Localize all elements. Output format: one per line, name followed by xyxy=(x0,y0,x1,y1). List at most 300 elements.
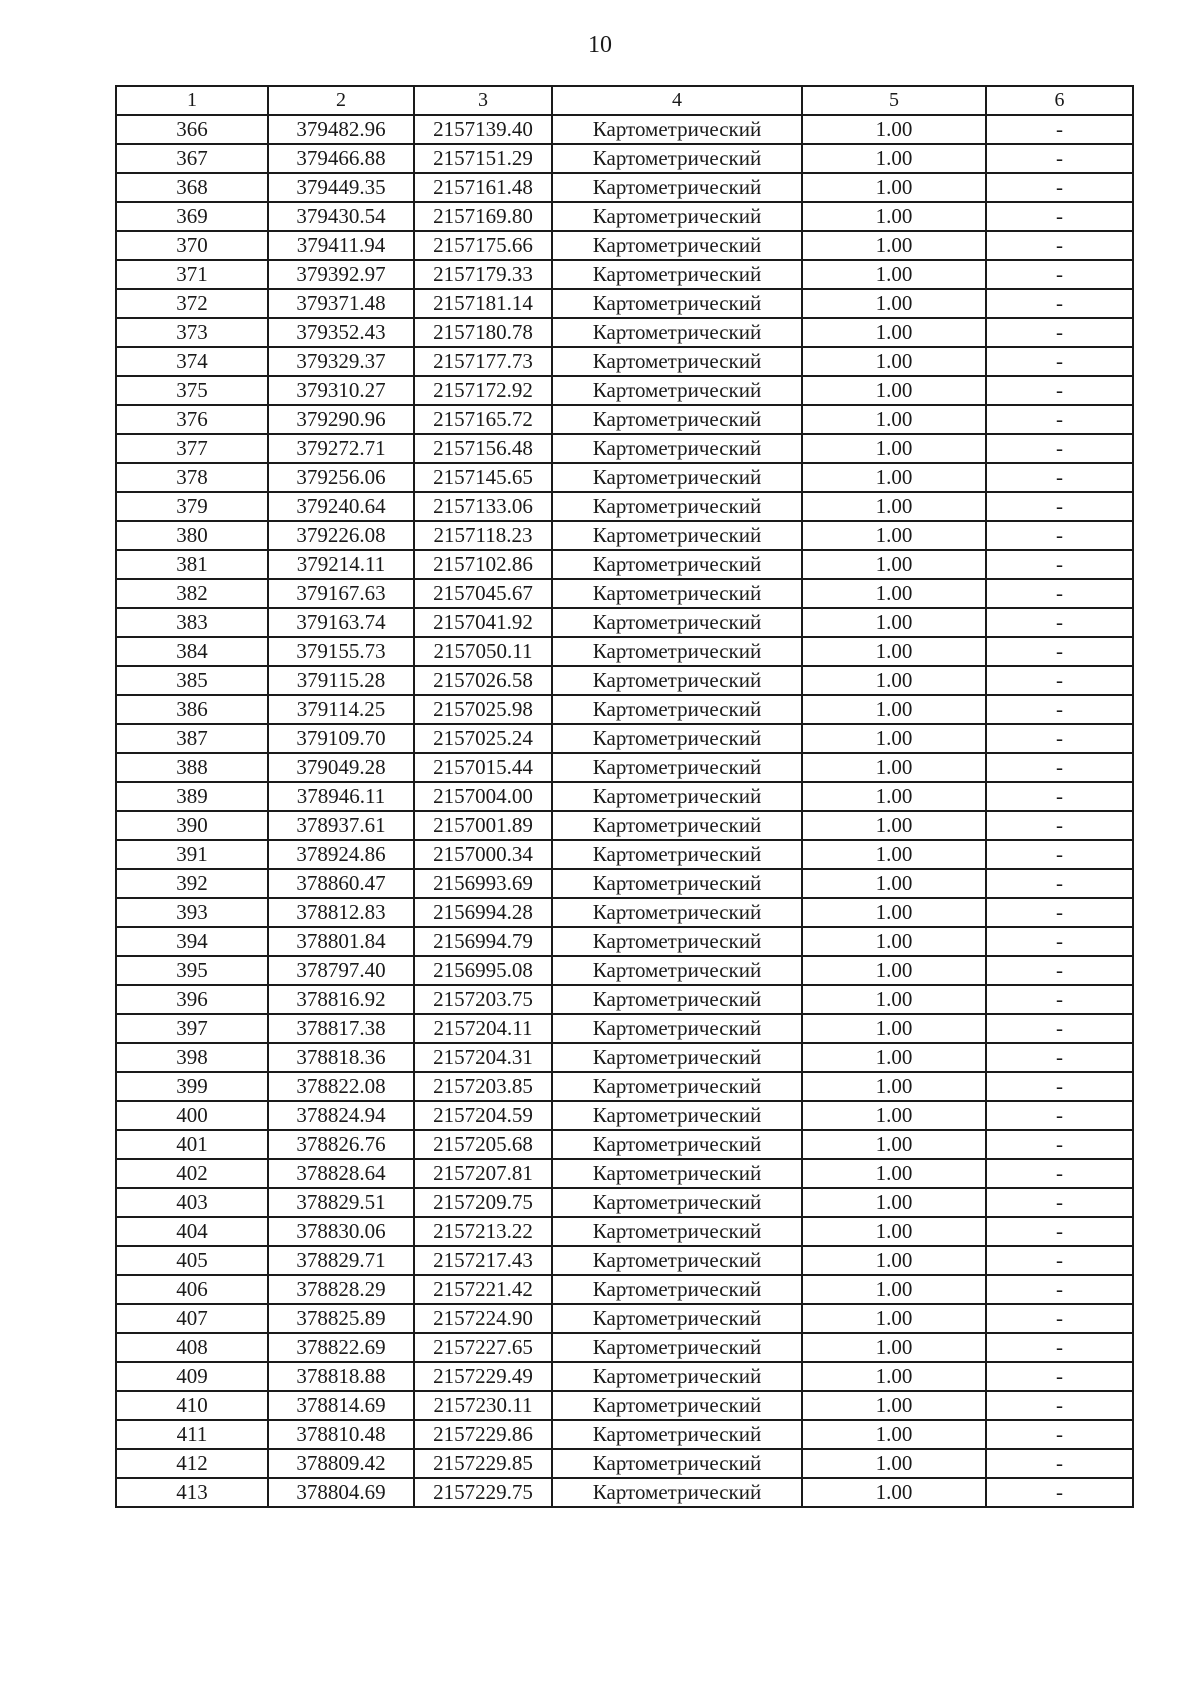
method-cell: Картометрический xyxy=(552,434,802,463)
x-coordinate-cell: 378828.29 xyxy=(268,1275,414,1304)
description-cell: - xyxy=(986,405,1133,434)
description-cell: - xyxy=(986,1391,1133,1420)
x-coordinate-cell: 378937.61 xyxy=(268,811,414,840)
table-row xyxy=(116,956,1133,985)
point-number-cell: 394 xyxy=(116,927,268,956)
point-number-cell: 401 xyxy=(116,1130,268,1159)
x-coordinate-cell: 379272.71 xyxy=(268,434,414,463)
x-coordinate-cell: 379352.43 xyxy=(268,318,414,347)
point-number-cell: 373 xyxy=(116,318,268,347)
accuracy-cell: 1.00 xyxy=(802,1449,986,1478)
y-coordinate-cell: 2157204.11 xyxy=(414,1014,552,1043)
point-number-cell: 386 xyxy=(116,695,268,724)
x-coordinate-cell: 379240.64 xyxy=(268,492,414,521)
x-coordinate-cell: 379114.25 xyxy=(268,695,414,724)
method-cell: Картометрический xyxy=(552,1333,802,1362)
description-cell: - xyxy=(986,144,1133,173)
y-coordinate-cell: 2157229.49 xyxy=(414,1362,552,1391)
y-coordinate-cell: 2157221.42 xyxy=(414,1275,552,1304)
point-number-cell: 367 xyxy=(116,144,268,173)
table-row xyxy=(116,753,1133,782)
method-cell: Картометрический xyxy=(552,811,802,840)
y-coordinate-cell: 2157203.85 xyxy=(414,1072,552,1101)
x-coordinate-cell: 378814.69 xyxy=(268,1391,414,1420)
method-cell: Картометрический xyxy=(552,1188,802,1217)
description-cell: - xyxy=(986,260,1133,289)
table-row xyxy=(116,927,1133,956)
accuracy-cell: 1.00 xyxy=(802,1420,986,1449)
accuracy-cell: 1.00 xyxy=(802,724,986,753)
table-row xyxy=(116,1246,1133,1275)
table-row xyxy=(116,318,1133,347)
x-coordinate-cell: 379290.96 xyxy=(268,405,414,434)
point-number-cell: 405 xyxy=(116,1246,268,1275)
x-coordinate-cell: 378809.42 xyxy=(268,1449,414,1478)
table-row xyxy=(116,376,1133,405)
accuracy-cell: 1.00 xyxy=(802,927,986,956)
description-cell: - xyxy=(986,1362,1133,1391)
method-cell: Картометрический xyxy=(552,1217,802,1246)
point-number-cell: 375 xyxy=(116,376,268,405)
x-coordinate-cell: 379167.63 xyxy=(268,579,414,608)
point-number-cell: 393 xyxy=(116,898,268,927)
y-coordinate-cell: 2157004.00 xyxy=(414,782,552,811)
x-coordinate-cell: 379163.74 xyxy=(268,608,414,637)
x-coordinate-cell: 378946.11 xyxy=(268,782,414,811)
accuracy-cell: 1.00 xyxy=(802,434,986,463)
point-number-cell: 374 xyxy=(116,347,268,376)
accuracy-cell: 1.00 xyxy=(802,956,986,985)
y-coordinate-cell: 2157151.29 xyxy=(414,144,552,173)
y-coordinate-cell: 2157203.75 xyxy=(414,985,552,1014)
point-number-cell: 392 xyxy=(116,869,268,898)
point-number-cell: 400 xyxy=(116,1101,268,1130)
y-coordinate-cell: 2157181.14 xyxy=(414,289,552,318)
y-coordinate-cell: 2157229.75 xyxy=(414,1478,552,1507)
x-coordinate-cell: 378801.84 xyxy=(268,927,414,956)
table-row xyxy=(116,1420,1133,1449)
y-coordinate-cell: 2157026.58 xyxy=(414,666,552,695)
y-coordinate-cell: 2157015.44 xyxy=(414,753,552,782)
x-coordinate-cell: 378825.89 xyxy=(268,1304,414,1333)
accuracy-cell: 1.00 xyxy=(802,1246,986,1275)
accuracy-cell: 1.00 xyxy=(802,753,986,782)
description-cell: - xyxy=(986,1188,1133,1217)
accuracy-cell: 1.00 xyxy=(802,1275,986,1304)
description-cell: - xyxy=(986,521,1133,550)
y-coordinate-cell: 2157025.24 xyxy=(414,724,552,753)
table-row xyxy=(116,1043,1133,1072)
x-coordinate-cell: 379392.97 xyxy=(268,260,414,289)
description-cell: - xyxy=(986,666,1133,695)
method-cell: Картометрический xyxy=(552,1072,802,1101)
table-row xyxy=(116,347,1133,376)
method-cell: Картометрический xyxy=(552,173,802,202)
y-coordinate-cell: 2157213.22 xyxy=(414,1217,552,1246)
y-coordinate-cell: 2157204.59 xyxy=(414,1101,552,1130)
x-coordinate-cell: 379256.06 xyxy=(268,463,414,492)
coordinates-table xyxy=(115,85,1134,1508)
accuracy-cell: 1.00 xyxy=(802,405,986,434)
y-coordinate-cell: 2157217.43 xyxy=(414,1246,552,1275)
description-cell: - xyxy=(986,1304,1133,1333)
column-header-2: 2 xyxy=(268,86,414,115)
x-coordinate-cell: 378818.36 xyxy=(268,1043,414,1072)
x-coordinate-cell: 379430.54 xyxy=(268,202,414,231)
accuracy-cell: 1.00 xyxy=(802,1188,986,1217)
y-coordinate-cell: 2157118.23 xyxy=(414,521,552,550)
table-row xyxy=(116,1014,1133,1043)
y-coordinate-cell: 2157180.78 xyxy=(414,318,552,347)
y-coordinate-cell: 2157169.80 xyxy=(414,202,552,231)
method-cell: Картометрический xyxy=(552,1304,802,1333)
accuracy-cell: 1.00 xyxy=(802,782,986,811)
description-cell: - xyxy=(986,1333,1133,1362)
accuracy-cell: 1.00 xyxy=(802,695,986,724)
table-row xyxy=(116,724,1133,753)
accuracy-cell: 1.00 xyxy=(802,985,986,1014)
x-coordinate-cell: 378924.86 xyxy=(268,840,414,869)
table-row xyxy=(116,405,1133,434)
point-number-cell: 370 xyxy=(116,231,268,260)
accuracy-cell: 1.00 xyxy=(802,666,986,695)
y-coordinate-cell: 2157156.48 xyxy=(414,434,552,463)
table-row xyxy=(116,1275,1133,1304)
x-coordinate-cell: 379155.73 xyxy=(268,637,414,666)
accuracy-cell: 1.00 xyxy=(802,637,986,666)
accuracy-cell: 1.00 xyxy=(802,1159,986,1188)
accuracy-cell: 1.00 xyxy=(802,347,986,376)
point-number-cell: 395 xyxy=(116,956,268,985)
y-coordinate-cell: 2157179.33 xyxy=(414,260,552,289)
x-coordinate-cell: 378822.69 xyxy=(268,1333,414,1362)
method-cell: Картометрический xyxy=(552,318,802,347)
table-row xyxy=(116,492,1133,521)
table-row xyxy=(116,521,1133,550)
point-number-cell: 398 xyxy=(116,1043,268,1072)
x-coordinate-cell: 378810.48 xyxy=(268,1420,414,1449)
x-coordinate-cell: 378822.08 xyxy=(268,1072,414,1101)
method-cell: Картометрический xyxy=(552,1420,802,1449)
method-cell: Картометрический xyxy=(552,405,802,434)
x-coordinate-cell: 378824.94 xyxy=(268,1101,414,1130)
description-cell: - xyxy=(986,1130,1133,1159)
point-number-cell: 366 xyxy=(116,115,268,144)
table-row xyxy=(116,1304,1133,1333)
description-cell: - xyxy=(986,492,1133,521)
x-coordinate-cell: 379329.37 xyxy=(268,347,414,376)
accuracy-cell: 1.00 xyxy=(802,1304,986,1333)
y-coordinate-cell: 2157230.11 xyxy=(414,1391,552,1420)
y-coordinate-cell: 2157204.31 xyxy=(414,1043,552,1072)
accuracy-cell: 1.00 xyxy=(802,579,986,608)
description-cell: - xyxy=(986,608,1133,637)
table-row xyxy=(116,1101,1133,1130)
method-cell: Картометрический xyxy=(552,1478,802,1507)
method-cell: Картометрический xyxy=(552,115,802,144)
y-coordinate-cell: 2157045.67 xyxy=(414,579,552,608)
accuracy-cell: 1.00 xyxy=(802,318,986,347)
point-number-cell: 406 xyxy=(116,1275,268,1304)
accuracy-cell: 1.00 xyxy=(802,1014,986,1043)
y-coordinate-cell: 2157227.65 xyxy=(414,1333,552,1362)
column-header-5: 5 xyxy=(802,86,986,115)
description-cell: - xyxy=(986,289,1133,318)
point-number-cell: 385 xyxy=(116,666,268,695)
description-cell: - xyxy=(986,1275,1133,1304)
x-coordinate-cell: 378826.76 xyxy=(268,1130,414,1159)
accuracy-cell: 1.00 xyxy=(802,1130,986,1159)
x-coordinate-cell: 378817.38 xyxy=(268,1014,414,1043)
method-cell: Картометрический xyxy=(552,231,802,260)
method-cell: Картометрический xyxy=(552,1159,802,1188)
accuracy-cell: 1.00 xyxy=(802,1101,986,1130)
accuracy-cell: 1.00 xyxy=(802,202,986,231)
point-number-cell: 396 xyxy=(116,985,268,1014)
table-row xyxy=(116,260,1133,289)
description-cell: - xyxy=(986,1449,1133,1478)
table-row xyxy=(116,608,1133,637)
method-cell: Картометрический xyxy=(552,637,802,666)
point-number-cell: 407 xyxy=(116,1304,268,1333)
y-coordinate-cell: 2157224.90 xyxy=(414,1304,552,1333)
y-coordinate-cell: 2157025.98 xyxy=(414,695,552,724)
y-coordinate-cell: 2157145.65 xyxy=(414,463,552,492)
method-cell: Картометрический xyxy=(552,753,802,782)
table-row xyxy=(116,1217,1133,1246)
x-coordinate-cell: 378830.06 xyxy=(268,1217,414,1246)
x-coordinate-cell: 378797.40 xyxy=(268,956,414,985)
description-cell: - xyxy=(986,869,1133,898)
accuracy-cell: 1.00 xyxy=(802,608,986,637)
x-coordinate-cell: 378804.69 xyxy=(268,1478,414,1507)
description-cell: - xyxy=(986,347,1133,376)
description-cell: - xyxy=(986,695,1133,724)
point-number-cell: 404 xyxy=(116,1217,268,1246)
point-number-cell: 387 xyxy=(116,724,268,753)
accuracy-cell: 1.00 xyxy=(802,463,986,492)
accuracy-cell: 1.00 xyxy=(802,840,986,869)
point-number-cell: 379 xyxy=(116,492,268,521)
y-coordinate-cell: 2157209.75 xyxy=(414,1188,552,1217)
table-body xyxy=(116,115,1133,1507)
y-coordinate-cell: 2156994.28 xyxy=(414,898,552,927)
x-coordinate-cell: 379226.08 xyxy=(268,521,414,550)
description-cell: - xyxy=(986,1159,1133,1188)
description-cell: - xyxy=(986,1014,1133,1043)
x-coordinate-cell: 378816.92 xyxy=(268,985,414,1014)
x-coordinate-cell: 378818.88 xyxy=(268,1362,414,1391)
accuracy-cell: 1.00 xyxy=(802,115,986,144)
column-header-1: 1 xyxy=(116,86,268,115)
x-coordinate-cell: 379371.48 xyxy=(268,289,414,318)
method-cell: Картометрический xyxy=(552,1043,802,1072)
description-cell: - xyxy=(986,115,1133,144)
accuracy-cell: 1.00 xyxy=(802,231,986,260)
method-cell: Картометрический xyxy=(552,1101,802,1130)
point-number-cell: 372 xyxy=(116,289,268,318)
method-cell: Картометрический xyxy=(552,463,802,492)
table-row xyxy=(116,1130,1133,1159)
description-cell: - xyxy=(986,840,1133,869)
point-number-cell: 412 xyxy=(116,1449,268,1478)
y-coordinate-cell: 2157205.68 xyxy=(414,1130,552,1159)
table-row xyxy=(116,289,1133,318)
table-row xyxy=(116,115,1133,144)
method-cell: Картометрический xyxy=(552,1014,802,1043)
table-row xyxy=(116,695,1133,724)
description-cell: - xyxy=(986,927,1133,956)
table-row xyxy=(116,463,1133,492)
point-number-cell: 377 xyxy=(116,434,268,463)
table-row xyxy=(116,579,1133,608)
y-coordinate-cell: 2157001.89 xyxy=(414,811,552,840)
y-coordinate-cell: 2157165.72 xyxy=(414,405,552,434)
x-coordinate-cell: 378828.64 xyxy=(268,1159,414,1188)
x-coordinate-cell: 379310.27 xyxy=(268,376,414,405)
accuracy-cell: 1.00 xyxy=(802,1333,986,1362)
method-cell: Картометрический xyxy=(552,985,802,1014)
x-coordinate-cell: 379214.11 xyxy=(268,550,414,579)
method-cell: Картометрический xyxy=(552,927,802,956)
point-number-cell: 382 xyxy=(116,579,268,608)
point-number-cell: 384 xyxy=(116,637,268,666)
point-number-cell: 371 xyxy=(116,260,268,289)
page-number: 10 xyxy=(588,32,612,58)
table-header-row xyxy=(116,86,1133,115)
table-row xyxy=(116,869,1133,898)
point-number-cell: 399 xyxy=(116,1072,268,1101)
y-coordinate-cell: 2157041.92 xyxy=(414,608,552,637)
y-coordinate-cell: 2157050.11 xyxy=(414,637,552,666)
point-number-cell: 413 xyxy=(116,1478,268,1507)
x-coordinate-cell: 379049.28 xyxy=(268,753,414,782)
description-cell: - xyxy=(986,782,1133,811)
description-cell: - xyxy=(986,1072,1133,1101)
description-cell: - xyxy=(986,753,1133,782)
method-cell: Картометрический xyxy=(552,1246,802,1275)
table-row xyxy=(116,202,1133,231)
method-cell: Картометрический xyxy=(552,376,802,405)
method-cell: Картометрический xyxy=(552,1391,802,1420)
accuracy-cell: 1.00 xyxy=(802,1217,986,1246)
description-cell: - xyxy=(986,550,1133,579)
y-coordinate-cell: 2156993.69 xyxy=(414,869,552,898)
column-header-4: 4 xyxy=(552,86,802,115)
y-coordinate-cell: 2157229.85 xyxy=(414,1449,552,1478)
description-cell: - xyxy=(986,173,1133,202)
x-coordinate-cell: 379411.94 xyxy=(268,231,414,260)
description-cell: - xyxy=(986,1043,1133,1072)
method-cell: Картометрический xyxy=(552,608,802,637)
table-row xyxy=(116,782,1133,811)
point-number-cell: 378 xyxy=(116,463,268,492)
table-row xyxy=(116,173,1133,202)
description-cell: - xyxy=(986,956,1133,985)
description-cell: - xyxy=(986,202,1133,231)
x-coordinate-cell: 379115.28 xyxy=(268,666,414,695)
x-coordinate-cell: 378829.51 xyxy=(268,1188,414,1217)
point-number-cell: 391 xyxy=(116,840,268,869)
x-coordinate-cell: 379466.88 xyxy=(268,144,414,173)
y-coordinate-cell: 2157133.06 xyxy=(414,492,552,521)
point-number-cell: 409 xyxy=(116,1362,268,1391)
description-cell: - xyxy=(986,1478,1133,1507)
accuracy-cell: 1.00 xyxy=(802,289,986,318)
method-cell: Картометрический xyxy=(552,869,802,898)
y-coordinate-cell: 2157177.73 xyxy=(414,347,552,376)
table-row xyxy=(116,1449,1133,1478)
table-row xyxy=(116,144,1133,173)
description-cell: - xyxy=(986,637,1133,666)
method-cell: Картометрический xyxy=(552,202,802,231)
accuracy-cell: 1.00 xyxy=(802,260,986,289)
table-row xyxy=(116,550,1133,579)
x-coordinate-cell: 378860.47 xyxy=(268,869,414,898)
accuracy-cell: 1.00 xyxy=(802,1391,986,1420)
point-number-cell: 403 xyxy=(116,1188,268,1217)
method-cell: Картометрический xyxy=(552,550,802,579)
y-coordinate-cell: 2157207.81 xyxy=(414,1159,552,1188)
point-number-cell: 380 xyxy=(116,521,268,550)
accuracy-cell: 1.00 xyxy=(802,811,986,840)
point-number-cell: 388 xyxy=(116,753,268,782)
method-cell: Картометрический xyxy=(552,289,802,318)
table-row xyxy=(116,666,1133,695)
method-cell: Картометрический xyxy=(552,1130,802,1159)
description-cell: - xyxy=(986,579,1133,608)
y-coordinate-cell: 2156995.08 xyxy=(414,956,552,985)
accuracy-cell: 1.00 xyxy=(802,376,986,405)
method-cell: Картометрический xyxy=(552,956,802,985)
point-number-cell: 402 xyxy=(116,1159,268,1188)
point-number-cell: 383 xyxy=(116,608,268,637)
x-coordinate-cell: 378812.83 xyxy=(268,898,414,927)
description-cell: - xyxy=(986,463,1133,492)
description-cell: - xyxy=(986,898,1133,927)
table-row xyxy=(116,1072,1133,1101)
x-coordinate-cell: 378829.71 xyxy=(268,1246,414,1275)
table-row xyxy=(116,637,1133,666)
point-number-cell: 408 xyxy=(116,1333,268,1362)
point-number-cell: 369 xyxy=(116,202,268,231)
y-coordinate-cell: 2157000.34 xyxy=(414,840,552,869)
column-header-3: 3 xyxy=(414,86,552,115)
x-coordinate-cell: 379482.96 xyxy=(268,115,414,144)
accuracy-cell: 1.00 xyxy=(802,492,986,521)
description-cell: - xyxy=(986,231,1133,260)
description-cell: - xyxy=(986,811,1133,840)
description-cell: - xyxy=(986,1101,1133,1130)
table-row xyxy=(116,811,1133,840)
point-number-cell: 397 xyxy=(116,1014,268,1043)
accuracy-cell: 1.00 xyxy=(802,1043,986,1072)
x-coordinate-cell: 379109.70 xyxy=(268,724,414,753)
method-cell: Картометрический xyxy=(552,695,802,724)
method-cell: Картометрический xyxy=(552,898,802,927)
accuracy-cell: 1.00 xyxy=(802,898,986,927)
accuracy-cell: 1.00 xyxy=(802,1478,986,1507)
table-row xyxy=(116,985,1133,1014)
column-header-6: 6 xyxy=(986,86,1133,115)
accuracy-cell: 1.00 xyxy=(802,550,986,579)
accuracy-cell: 1.00 xyxy=(802,1362,986,1391)
table-row xyxy=(116,1362,1133,1391)
table-row xyxy=(116,1391,1133,1420)
description-cell: - xyxy=(986,1420,1133,1449)
table-row xyxy=(116,898,1133,927)
point-number-cell: 410 xyxy=(116,1391,268,1420)
